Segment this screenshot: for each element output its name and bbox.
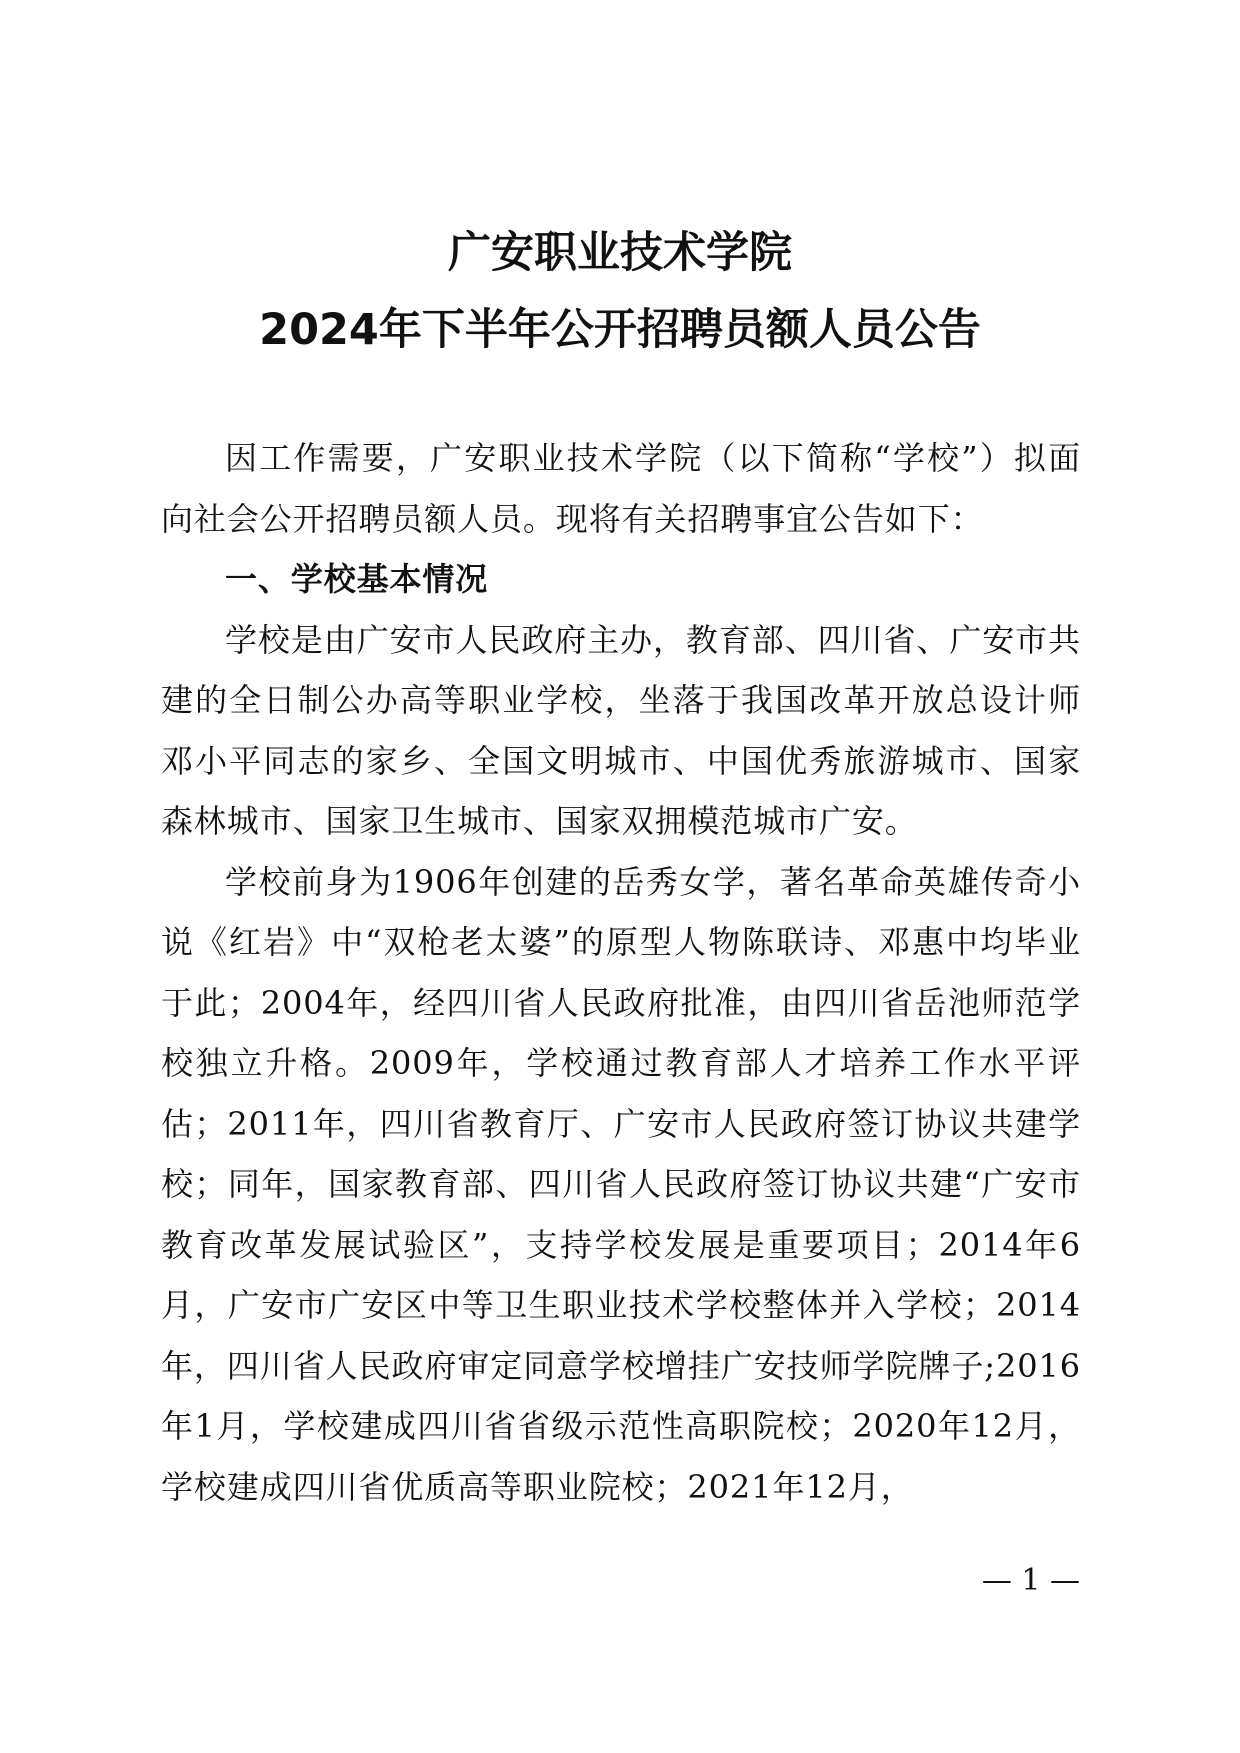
document-body — [161, 428, 1081, 1517]
document-title-line2: 2024年下半年公开招聘员额人员公告 — [259, 305, 981, 355]
body-paragraph: 学校是由广安市人民政府主办，教育部、四川省、广安市共建的全日制公办高等职业学校，坐落于我国改革开放总设计师邓小平同志的家乡、全国文明城市、中国优秀旅游城市、国家森林城市、国家卫生城市、国家双拥模范城市广安。 — [161, 620, 1081, 840]
document-title-line1: 广安职业技术学院 — [448, 228, 792, 278]
intro-paragraph: 因工作需要，广安职业技术学院（以下简称“学校”）拟面向社会公开招聘员额人员。现将有关招聘事宜公告如下： — [161, 439, 1081, 538]
body-paragraph: 学校前身为1906年创建的岳秀女学，著名革命英雄传奇小说《红岩》中“双枪老太婆”的原型人物陈联诗、邓惠中均毕业于此；2004年，经四川省人民政府批准，由四川省岳池师范学校独立升格。2009年，学校通过教育部人才培养工作水平评估；2011年，四川省教育厅、广安市人民政府签订协议共建学校；同年，国家教育部、四川省人民政府签订协议共建“广安市教育改革发展试验区”，支持学校发展是重要项目；2014年6月，广安市广安区中等卫生职业技术学校整体并入学校；2014年，四川省人民政府审定同意学校增挂广安技师学院牌子;2016年1月，学校建成四川省省级示范性高职院校；2020年12月，学校建成四川省优质高等职业院校；2021年12月， — [161, 862, 1081, 1506]
page-number: — 1 — — [981, 1563, 1080, 1598]
section-heading: 一、学校基本情况 — [225, 560, 489, 598]
